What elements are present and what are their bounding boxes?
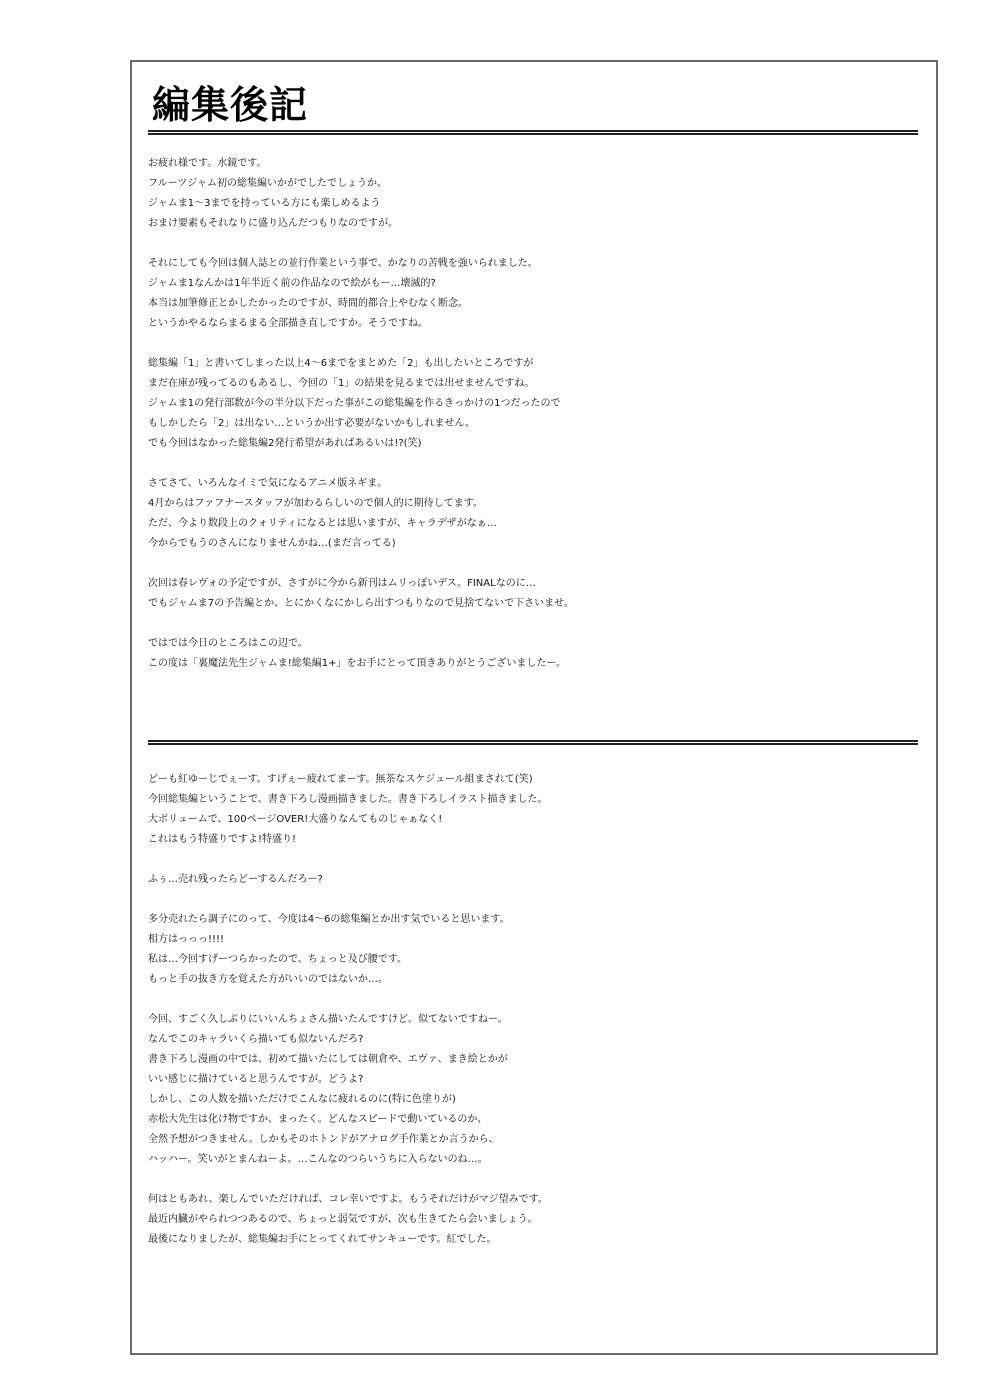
paragraph bbox=[148, 770, 928, 850]
text-line: 本当は加筆修正とかしたかったのですが、時間的都合上やむなく断念。 bbox=[148, 298, 468, 309]
paragraph bbox=[148, 910, 928, 990]
text-line: まだ在庫が残ってるのもあるし、今回の「1」の結果を見るまでは出せませんですね。 bbox=[148, 378, 535, 389]
text-line: 今回、すごく久しぶりにいいんちょさん描いたんですけど。似てないですねー。 bbox=[148, 1014, 508, 1025]
text-line: ジャムま1の発行部数が今の半分以下だった事がこの総集編を作るきっかけの1つだったので bbox=[148, 398, 561, 409]
paragraph bbox=[148, 1190, 928, 1250]
text-line: これはもう特盛りですよ!特盛り! bbox=[148, 834, 297, 845]
text-line: 書き下ろし漫画の中では、初めて描いたにしては朝倉や、エヴァ、まき絵とかが bbox=[148, 1054, 508, 1065]
text-line: この度は「裏魔法先生ジャムま!総集編1+」をお手にとって頂きありがとうございましたー。 bbox=[148, 658, 566, 669]
text-line: でもジャムま7の予告編とか、とにかくなにかしら出すつもりなので見捨てないで下さいませ。 bbox=[148, 598, 574, 609]
paragraph bbox=[148, 354, 928, 454]
text-line: 今からでもうのさんになりませんかね…(まだ言ってる) bbox=[148, 538, 396, 549]
text-line: フルーツジャム初の総集編いかがでしたでしょうか。 bbox=[148, 178, 387, 189]
text-line: 赤松大先生は化け物ですか、まったく。どんなスピードで動いているのか、 bbox=[148, 1114, 488, 1125]
page-frame bbox=[130, 60, 938, 1355]
text-line: ハッハー。笑いがとまんねーよ。…こんなのつらいうちに入らないのね…。 bbox=[148, 1154, 488, 1165]
text-line: 私は…今回すげーつらかったので、ちょっと及び腰です。 bbox=[148, 954, 407, 965]
text-line: ただ、今より数段上のクォリティになるとは思いますが、キャラデザがなぁ… bbox=[148, 518, 497, 529]
text-line: なんでこのキャラいくら描いても似ないんだろ? bbox=[148, 1034, 364, 1045]
text-line: ふぅ…売れ残ったらどーするんだろー? bbox=[148, 874, 323, 885]
paragraph bbox=[148, 1010, 928, 1170]
text-line: どーも紅ゆーじでぇーす。すげぇー疲れてまーす。無茶なスケジュール組まされて(笑) bbox=[148, 774, 533, 785]
text-line: ジャムま1なんかは1年半近く前の作品なので絵がもー…壊滅的? bbox=[148, 278, 436, 289]
text-line: というかやるならまるまる全部描き直しですか。そうですね。 bbox=[148, 318, 428, 329]
paragraph bbox=[148, 574, 928, 614]
text-line: 相方はっっっ!!!! bbox=[148, 934, 225, 945]
text-line: おまけ要素もそれなりに盛り込んだつもりなのですが。 bbox=[148, 218, 398, 229]
paragraph bbox=[148, 254, 928, 334]
title-divider bbox=[148, 130, 918, 135]
text-line: 最近内臓がやられつつあるので、ちょっと弱気ですが、次も生きてたら会いましょう。 bbox=[148, 1214, 538, 1225]
afterword-section-mizukagami bbox=[148, 154, 928, 674]
afterword-section-kurenai bbox=[148, 770, 928, 1250]
text-line: 大ボリュームで、100ページOVER!大盛りなんてものじゃぁなく! bbox=[148, 814, 443, 825]
text-line: でも今回はなかった総集編2発行希望があればあるいは!?(笑) bbox=[148, 438, 422, 449]
text-line: それにしても今回は個人誌との並行作業という事で、かなりの苦戦を強いられました。 bbox=[148, 258, 538, 269]
page-title: 編集後記 bbox=[152, 83, 309, 127]
section-divider bbox=[148, 740, 918, 745]
text-line: 全然予想がつきません。しかもそのホトンドがアナログ手作業とか言うから、 bbox=[148, 1134, 499, 1145]
text-line: 今回総集編ということで、書き下ろし漫画描きました。書き下ろしイラスト描きました。 bbox=[148, 794, 548, 805]
text-line: ジャムま1〜3までを持っている方にも楽しめるよう bbox=[148, 198, 381, 209]
text-line: いい感じに描けていると思うんですが。どうよ? bbox=[148, 1074, 364, 1085]
text-line: 多分売れたら調子にのって、今度は4〜6の総集編とか出す気でいると思います。 bbox=[148, 914, 510, 925]
paragraph bbox=[148, 634, 928, 674]
text-line: もっと手の抜き方を覚えた方がいいのではないか…。 bbox=[148, 974, 388, 985]
text-line: お疲れ様です。水鏡です。 bbox=[148, 158, 267, 169]
text-line: 次回は春レヴォの予定ですが、さすがに今から新刊はムリっぽいデス。FINALなのに… bbox=[148, 578, 536, 589]
text-line: 総集編「1」と書いてしまった以上4〜6までをまとめた「2」も出したいところですが bbox=[148, 358, 534, 369]
text-line: もしかしたら「2」は出ない…というか出す必要がないかもしれません。 bbox=[148, 418, 475, 429]
paragraph bbox=[148, 154, 928, 234]
text-line: ではでは今日のところはこの辺で。 bbox=[148, 638, 308, 649]
text-line: さてさて、いろんなイミで気になるアニメ版ネギま。 bbox=[148, 478, 388, 489]
text-line: 何はともあれ、楽しんでいただければ、コレ幸いですよ。もうそれだけがマジ望みです。 bbox=[148, 1194, 548, 1205]
text-line: 最後になりましたが、総集編お手にとってくれてサンキューです。紅でした。 bbox=[148, 1234, 497, 1245]
text-line: 4月からはファフナースタッフが加わるらしいので個人的に期待してます。 bbox=[148, 498, 483, 509]
text-line: しかし、この人数を描いただけでこんなに疲れるのに(特に色塗りが) bbox=[148, 1094, 456, 1105]
paragraph bbox=[148, 870, 928, 890]
paragraph bbox=[148, 474, 928, 554]
